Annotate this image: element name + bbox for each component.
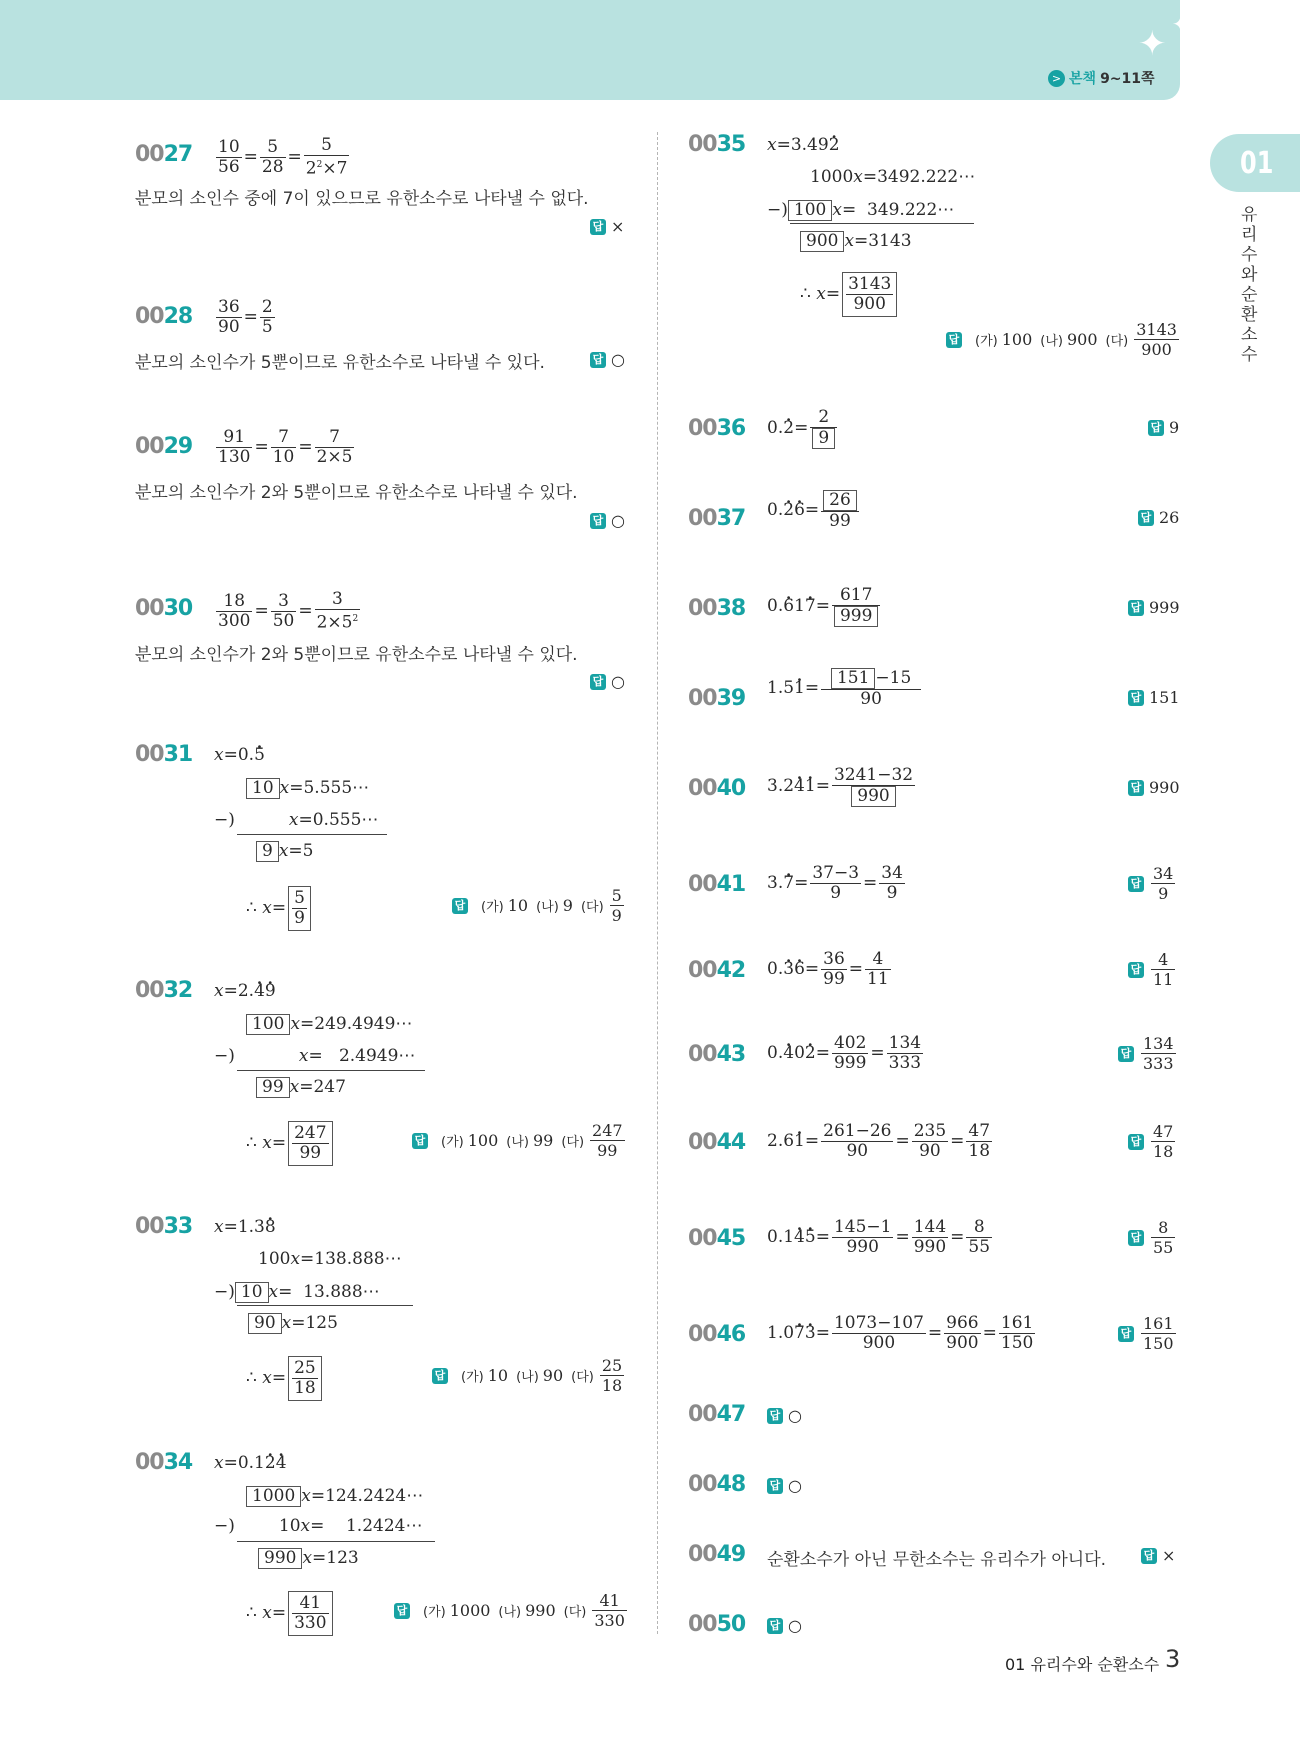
problem-number: 0034 xyxy=(135,1450,193,1475)
answer: 답 34 9 xyxy=(1128,864,1177,903)
equation: 3.24 .1 .= $\frac{3241-32}{990}$ xyxy=(767,766,917,807)
problem-number: 0029 xyxy=(135,434,193,459)
equation: 2.61 .= $\frac{261-26}{90}$ = $\frac{235}{90}$ = $\frac{47}{18}$ xyxy=(767,1122,994,1161)
equation-line: −) 100 x= 349.222⋯ xyxy=(767,200,955,220)
book-page-reference xyxy=(1048,68,1155,88)
equation-given: x=0.12 .4 . xyxy=(214,1453,287,1473)
subtraction-rule xyxy=(237,1070,425,1071)
answer: 답 (가) 10 (나) 90 (다) 25 18 xyxy=(432,1356,626,1395)
equation-line: 900 x=3143 xyxy=(800,231,912,252)
equation-result: ∴ x= $\frac{25}{18}$ xyxy=(246,1356,324,1401)
ref-book-label: 본책 xyxy=(1069,71,1097,87)
equation-given: x=2.4 .9 . xyxy=(214,981,276,1001)
equation: $\frac{10}{56}$ = $\frac{5}{28}$ = $\frac{5}{2^2\times 7}$ xyxy=(218,135,348,179)
answer: 답 9 xyxy=(1148,418,1179,437)
answer: 답 161 150 xyxy=(1118,1314,1178,1353)
problem-number: 0049 xyxy=(688,1542,746,1567)
problem-number: 0042 xyxy=(688,958,746,983)
answer: 답 ○ xyxy=(590,672,625,691)
equation: 1.07 .3 .= $\frac{1073-107}{900}$ = $\frac{966}{900}$ = $\frac{161}{150}$ xyxy=(767,1314,1037,1353)
answer: 답 ○ xyxy=(767,1406,802,1425)
answer: 답 × xyxy=(1141,1546,1175,1565)
problem-number: 0028 xyxy=(135,304,193,329)
equation-result: ∴ x= $\frac{41}{330}$ xyxy=(246,1591,335,1636)
subtraction-rule xyxy=(237,1541,435,1542)
answer: 답 134 333 xyxy=(1118,1034,1178,1073)
footer-chapter: 01 유리수와 순환소수 xyxy=(1005,1655,1160,1674)
answer: 답 ○ xyxy=(590,350,625,369)
equation-line: 90 x=125 xyxy=(248,1313,338,1334)
problem-number: 0037 xyxy=(688,506,746,531)
problem-number: 0032 xyxy=(135,978,193,1003)
equation-line: 100x=138.888⋯ xyxy=(258,1249,402,1269)
answer: 답 ○ xyxy=(767,1476,802,1495)
sparkle-large-icon: ✦ xyxy=(1138,24,1167,64)
explanation-text: 순환소수가 아닌 무한소수는 유리수가 아니다. xyxy=(767,1550,1107,1570)
problem-number: 0038 xyxy=(688,596,746,621)
equation-line: 100 x=249.4949⋯ xyxy=(246,1014,412,1035)
equation: 0.2 .= $\frac{2}{9}$ xyxy=(767,408,839,449)
equation-line: 10 x=5.555⋯ xyxy=(246,778,369,799)
column-divider xyxy=(657,132,658,1634)
answer: 답 999 xyxy=(1128,598,1180,617)
answer: 답 × xyxy=(590,217,624,236)
explanation-text: 분모의 소인수가 2와 5뿐이므로 유한소수로 나타낼 수 있다. xyxy=(135,483,578,503)
equation: 0.2 .6 .= $\frac{26}{99}$ xyxy=(767,490,861,531)
equation-line: −) 10x= 1.2424⋯ xyxy=(214,1516,423,1536)
equation-line: 9 x=5 xyxy=(256,841,313,862)
chevron-right-icon: > xyxy=(1048,70,1065,87)
equation-line: 1000 x=124.2424⋯ xyxy=(246,1486,423,1507)
chapter-title-vertical: 유리수와 순환소수 xyxy=(1241,205,1258,365)
equation-line: −) 10 x= 13.888⋯ xyxy=(214,1282,380,1302)
equation: 3.7 .= $\frac{37-3}{9}$ = $\frac{34}{9}$ xyxy=(767,864,907,903)
sparkle-small-icon: ✦ xyxy=(1172,12,1189,36)
equation-result: ∴ x= $\frac{247}{99}$ xyxy=(246,1121,335,1166)
equation: 0.6 .17 .= $\frac{617}{999}$ xyxy=(767,586,882,627)
explanation-text: 분모의 소인수가 2와 5뿐이므로 유한소수로 나타낼 수 있다. xyxy=(135,645,578,665)
explanation-text: 분모의 소인수가 5뿐이므로 유한소수로 나타낼 수 있다. xyxy=(135,353,545,373)
answer: 답 47 18 xyxy=(1128,1122,1177,1161)
explanation-text: 분모의 소인수 중에 7이 있으므로 유한소수로 나타낼 수 없다. xyxy=(135,189,589,209)
equation-line: 1000x=3492.222⋯ xyxy=(810,167,976,187)
equation-line: −) x=0.555⋯ xyxy=(214,810,379,830)
answer: 답 4 11 xyxy=(1128,950,1177,989)
problem-number: 0039 xyxy=(688,686,746,711)
problem-number: 0041 xyxy=(688,872,746,897)
answer: 답 8 55 xyxy=(1128,1218,1177,1257)
equation: $\frac{18}{300}$ = $\frac{3}{50}$ = $\frac{3}{2\times 5^2}$ xyxy=(218,589,359,633)
equation-result: ∴ x= $\frac{5}{9}$ xyxy=(246,886,313,931)
answer: 답 ○ xyxy=(590,511,625,530)
equation-given: x=1.38 . xyxy=(214,1217,276,1237)
equation: 0.3 .6 .= $\frac{36}{99}$ = $\frac{4}{11}$ xyxy=(767,950,893,989)
equation-line: 99 x=247 xyxy=(256,1077,346,1098)
subtraction-rule xyxy=(790,223,974,224)
problem-number: 0036 xyxy=(688,416,746,441)
answer: 답 151 xyxy=(1128,688,1180,707)
page-header-band xyxy=(0,0,1180,100)
problem-number: 0040 xyxy=(688,776,746,801)
equation-line: 990 x=123 xyxy=(258,1548,359,1569)
answer: 답 990 xyxy=(1128,778,1180,797)
equation-given: x=0.5 . xyxy=(214,745,265,765)
equation: $\frac{36}{90}$ = $\frac{2}{5}$ xyxy=(218,297,273,337)
problem-number: 0031 xyxy=(135,742,193,767)
problem-number: 0045 xyxy=(688,1226,746,1251)
problem-number: 0048 xyxy=(688,1472,746,1497)
equation-given: x=3.492 . xyxy=(767,135,840,155)
page-number: 3 xyxy=(1165,1645,1181,1673)
subtraction-rule xyxy=(237,1305,413,1306)
problem-number: 0043 xyxy=(688,1042,746,1067)
equation: $\frac{91}{130}$ = $\frac{7}{10}$ = $\frac{7}{2\times 5}$ xyxy=(218,427,353,467)
chapter-number: 01 xyxy=(1240,146,1274,181)
problem-number: 0044 xyxy=(688,1130,746,1155)
problem-number: 0047 xyxy=(688,1402,746,1427)
answer: 답 (가) 100 (나) 900 (다) 3143 900 xyxy=(946,320,1181,359)
problem-number: 0030 xyxy=(135,596,193,621)
answer: 답 26 xyxy=(1138,508,1179,527)
subtraction-rule xyxy=(237,834,387,835)
problem-number: 0033 xyxy=(135,1214,193,1239)
problem-number: 0035 xyxy=(688,132,746,157)
answer: 답 (가) 1000 (나) 990 (다) 41 330 xyxy=(394,1591,629,1630)
problem-number: 0050 xyxy=(688,1612,746,1637)
equation: 0.4 .02 .= $\frac{402}{999}$ = $\frac{134}{333}$ xyxy=(767,1034,925,1073)
answer: 답 ○ xyxy=(767,1616,802,1635)
equation-line: −) x= 2.4949⋯ xyxy=(214,1046,416,1066)
equation-result: ∴ x= $\frac{3143}{900}$ xyxy=(800,272,899,317)
ref-pages: 9~11쪽 xyxy=(1100,71,1155,87)
problem-number: 0027 xyxy=(135,142,193,167)
answer: 답 (가) 100 (나) 99 (다) 247 99 xyxy=(412,1121,627,1160)
equation: 1.51 .= $\frac{151 -15}{90}$ xyxy=(767,668,923,709)
equation: 0.14 .5 .= $\frac{145-1}{990}$ = $\frac{144}{990}$ = $\frac{8}{55}$ xyxy=(767,1218,994,1257)
answer: 답 (가) 10 (나) 9 (다) 5 9 xyxy=(452,886,626,925)
problem-number: 0046 xyxy=(688,1322,746,1347)
